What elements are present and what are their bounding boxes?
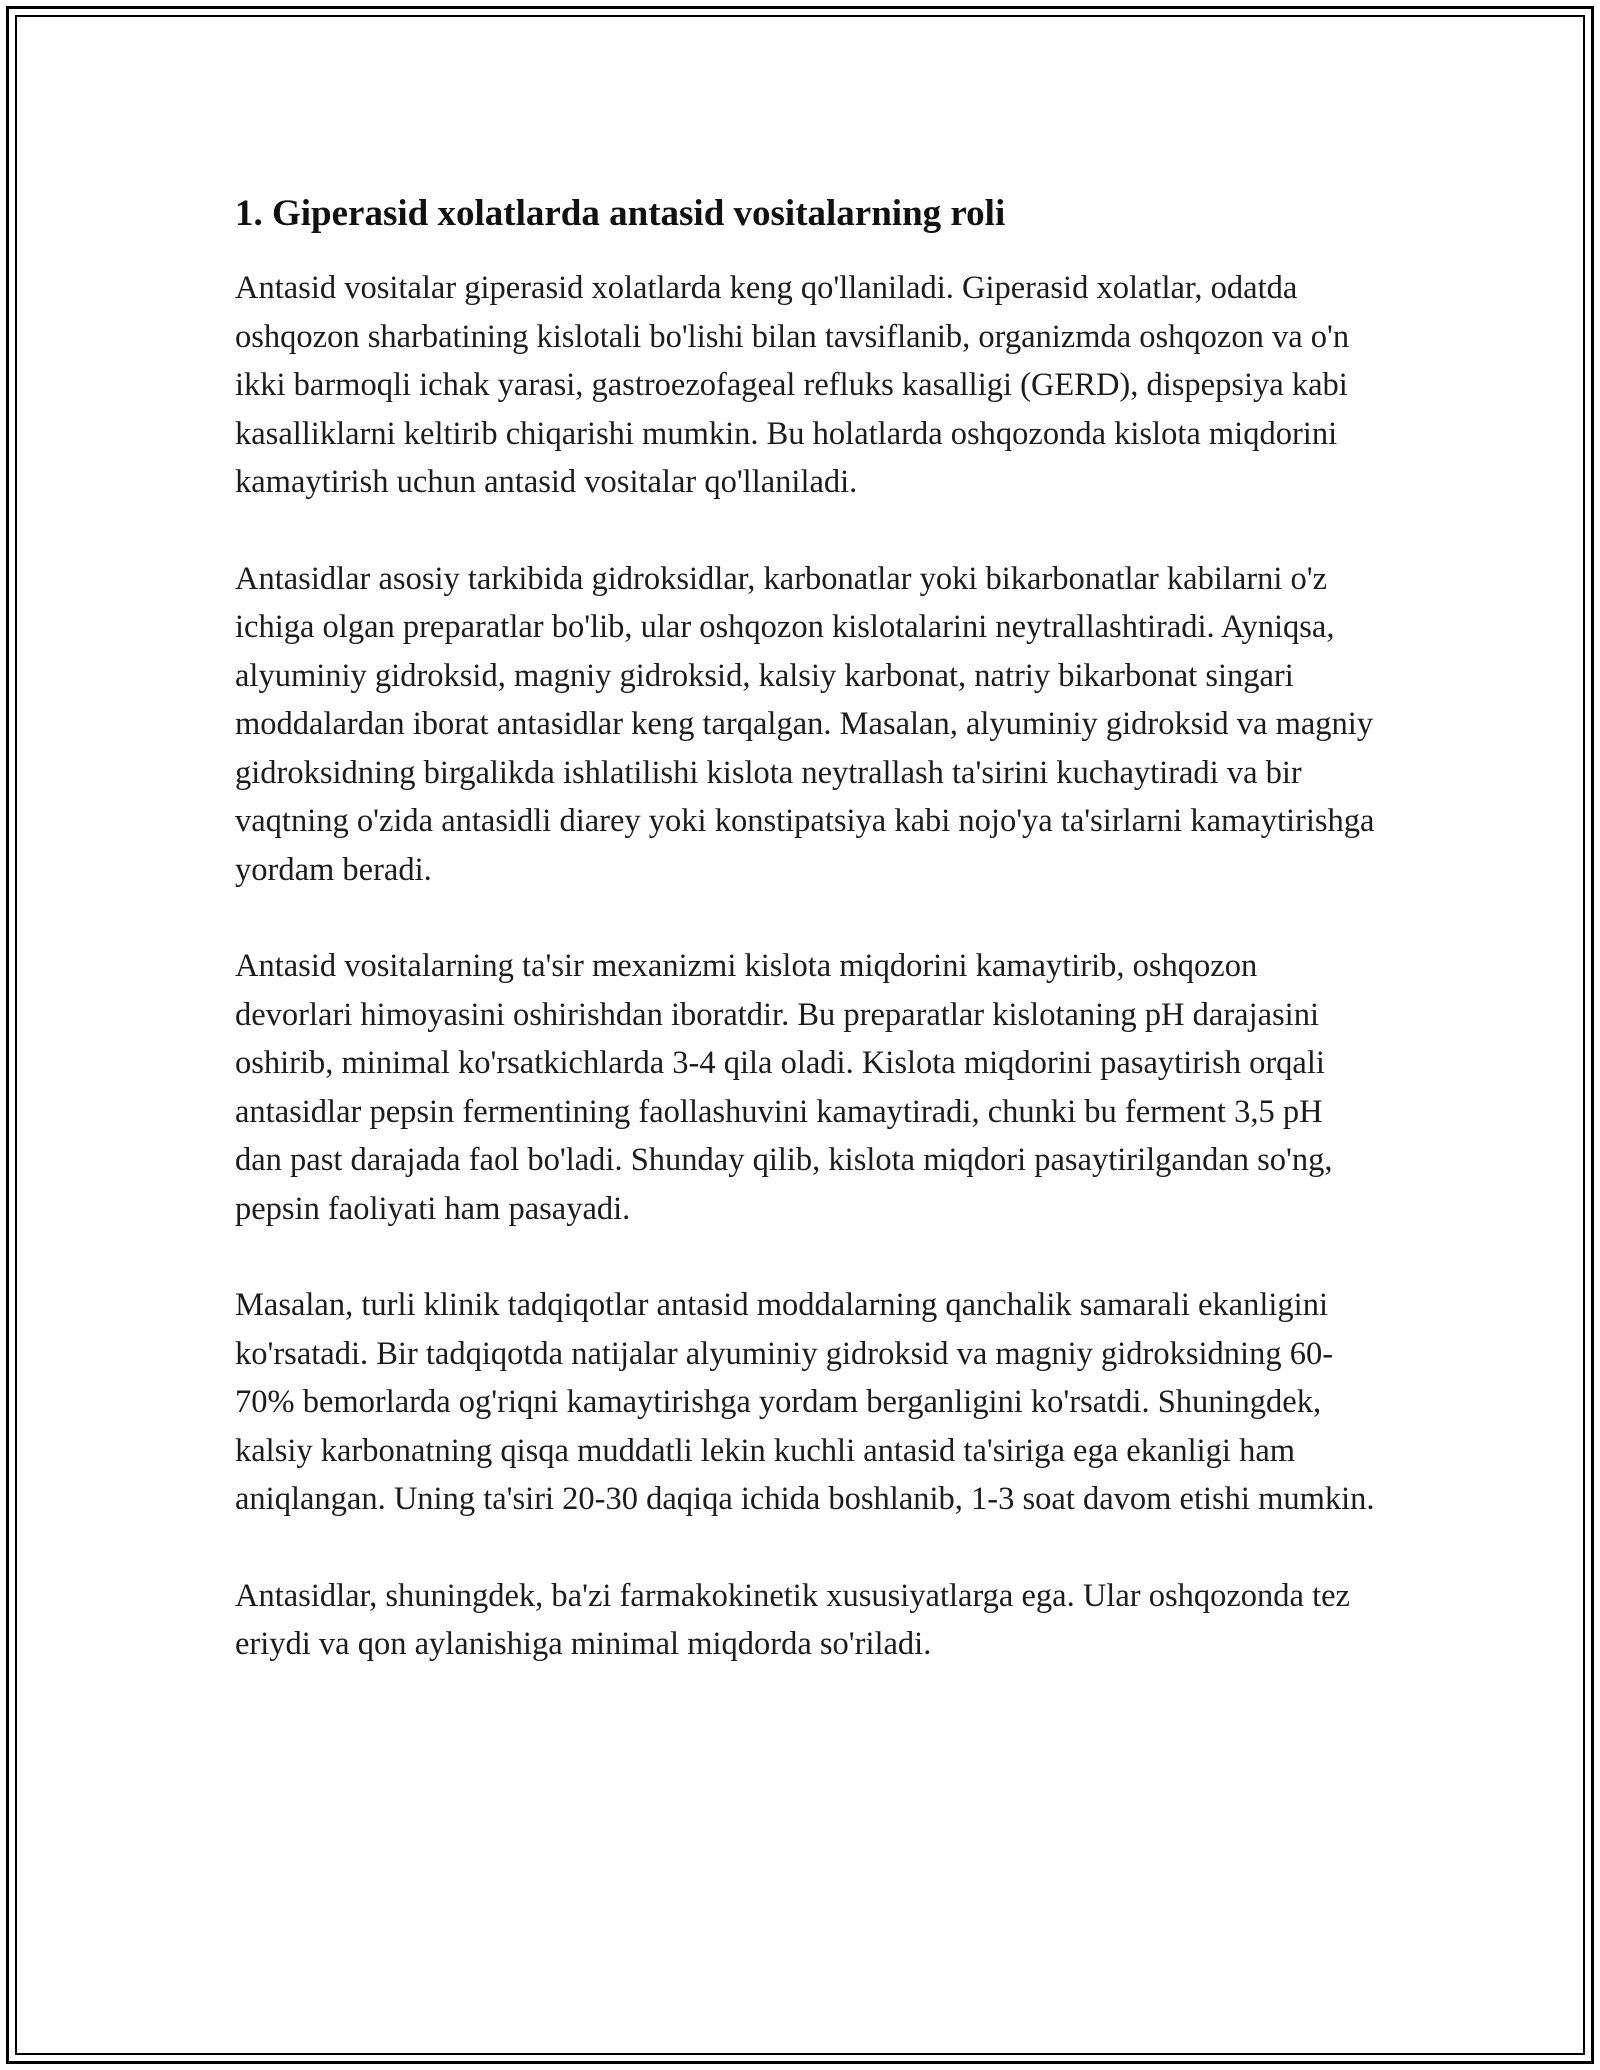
paragraph-3: Antasid vositalarning ta'sir mexanizmi kislota miqdorini kamaytirib, oshqozon devorlari himoyasini oshirishdan iboratdir. Bu preparatlar kislotaning pH darajasini oshirib, minimal ko'rsatkichlarda 3-4 qila oladi. Kislota miqdorini pasaytirish orqali antasidlar pepsin fermentining faollashuvini kamaytiradi, chunki bu ferment 3,5 pH dan past darajada faol bo'ladi. Shunday qilib, kislota miqdori pasaytirilgandan so'ng, pepsin faoliyati ham pasayadi. [235,948,1333,1227]
paragraph-5: Antasidlar, shuningdek, ba'zi farmakokinetik xususiyatlarga ega. Ular oshqozonda tez eriydi va qon aylanishiga minimal miqdorda so'riladi. [235,1577,1350,1662]
document-body [235,188,1375,1717]
paragraph-1: Antasid vositalar giperasid xolatlarda keng qo'llaniladi. Giperasid xolatlar, odatda oshqozon sharbatining kislotali bo'lishi bilan tavsiflanib, organizmda oshqozon va o'n ikki barmoqli ichak yarasi, gastroezofageal refluks kasalligi (GERD), dispepsiya kabi kasalliklarni keltirib chiqarishi mumkin. Bu holatlarda oshqozonda kislota miqdorini kamaytirish uchun antasid vositalar qo'llaniladi. [235,270,1350,500]
paragraph-4: Masalan, turli klinik tadqiqotlar antasid moddalarning qanchalik samarali ekanligini ko'rsatadi. Bir tadqiqotda natijalar alyuminiy gidroksid va magniy gidroksidning 60-70% bemorlarda og'riqni kamaytirishga yordam berganligini ko'rsatdi. Shuningdek, kalsiy karbonatning qisqa muddatli lekin kuchli antasid ta'siriga ega ekanligi ham aniqlangan. Uning ta'siri 20-30 daqiqa ichida boshlanib, 1-3 soat davom etishi mumkin. [235,1287,1375,1517]
paragraph-2: Antasidlar asosiy tarkibida gidroksidlar, karbonatlar yoki bikarbonatlar kabilarni o'z ichiga olgan preparatlar bo'lib, ular oshqozon kislotalarini neytrallashtiradi. Ayniqsa, alyuminiy gidroksid, magniy gidroksid, kalsiy karbonat, natriy bikarbonat singari moddalardan iborat antasidlar keng tarqalgan. Masalan, alyuminiy gidroksid va magniy gidroksidning birgalikda ishlatilishi kislota neytrallash ta'sirini kuchaytiradi va bir vaqtning o'zida antasidli diarey yoki konstipatsiya kabi nojo'ya ta'sirlarni kamaytirishga yordam beradi. [235,560,1375,888]
section-heading: 1. Giperasid xolatlarda antasid vositalarning roli [235,193,1006,234]
